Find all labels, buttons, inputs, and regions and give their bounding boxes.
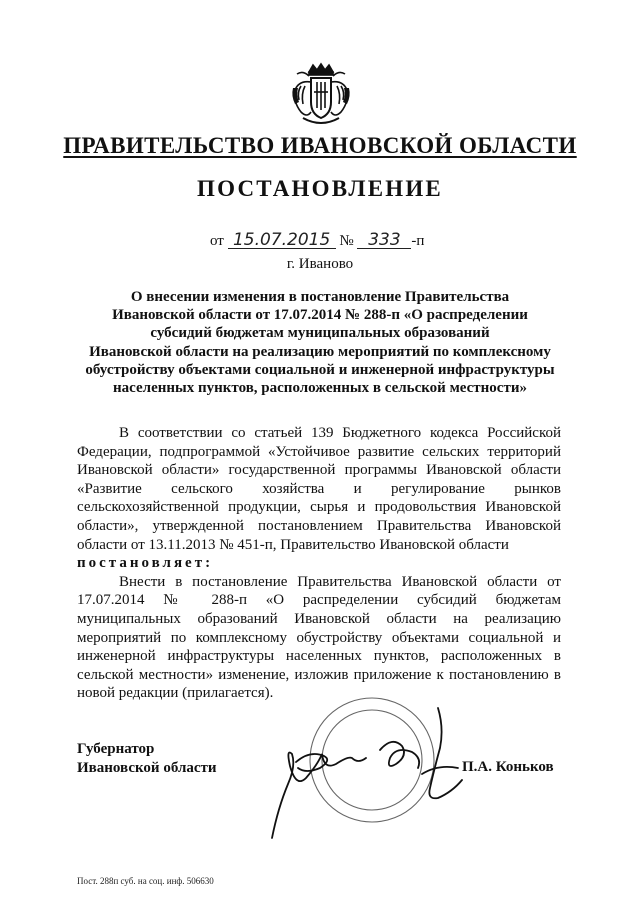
coat-of-arms-icon (289, 62, 353, 130)
city: г. Иваново (286, 256, 354, 272)
position-line: Ивановской области (77, 759, 217, 776)
title-line: населенных пунктов, расположенных в сельской местности» (113, 380, 527, 397)
document-type: ПОСТАНОВЛЕНИЕ (197, 176, 443, 201)
seal-and-signature-icon (262, 688, 472, 848)
position-line: Губернатор (77, 741, 155, 757)
decree-title (70, 288, 570, 397)
resolution-paragraph: Внести в постановление Правительства Ивановской области от 17.07.2014 № 288-п «О распределении субсидий бюджетам муниципальных образований Ивановской области на реализацию мероприятий по комплексному обустройству объектами социальной и инженерной инфраструктуры населенных пунктов, расположенных в сельской местности» изменение, изложив приложение к постановлению в новой редакции (прилагается). (77, 573, 561, 702)
title-line: О внесении изменения в постановление Правительства (130, 289, 510, 305)
number-suffix: -п (411, 233, 425, 249)
decree-body (77, 424, 561, 703)
handwritten-number: 333 (357, 232, 411, 249)
title-line: обустройству объектами социальной и инженерной инфраструктуры (85, 361, 555, 378)
dateline (210, 232, 424, 250)
resolves-word: постановляет: (77, 555, 214, 572)
title-line: Ивановской области от 17.07.2014 № 288-п «О распределении (112, 307, 528, 324)
preamble-paragraph: В соответствии со статьей 139 Бюджетного кодекса Российской Федерации, подпрограммой «Устойчивое развитие сельских территорий Ивановской области» государственной программы Ивановской области «Развитие сельского хозяйства и регулирование рынков сельскохозяйственной продукции, сырья и продовольствия Ивановской области», утвержденной постановлением Правительства Ивановской области от 13.11.2013 № 451-п, Правительство Ивановской области (77, 425, 561, 553)
title-line: субсидий бюджетам муниципальных образований (150, 325, 490, 342)
handwritten-date: 15.07.2015 (228, 232, 336, 249)
signatory-name: П.А. Коньков (462, 759, 554, 775)
footnote: Пост. 288п суб. на соц. инф. 506630 (77, 876, 214, 886)
date-label: от (210, 233, 224, 249)
number-label: № (339, 233, 354, 249)
signatory-position (77, 740, 217, 777)
title-line: Ивановской области на реализацию мероприятий по комплексному (89, 343, 551, 360)
government-heading: ПРАВИТЕЛЬСТВО ИВАНОВСКОЙ ОБЛАСТИ (63, 133, 577, 158)
